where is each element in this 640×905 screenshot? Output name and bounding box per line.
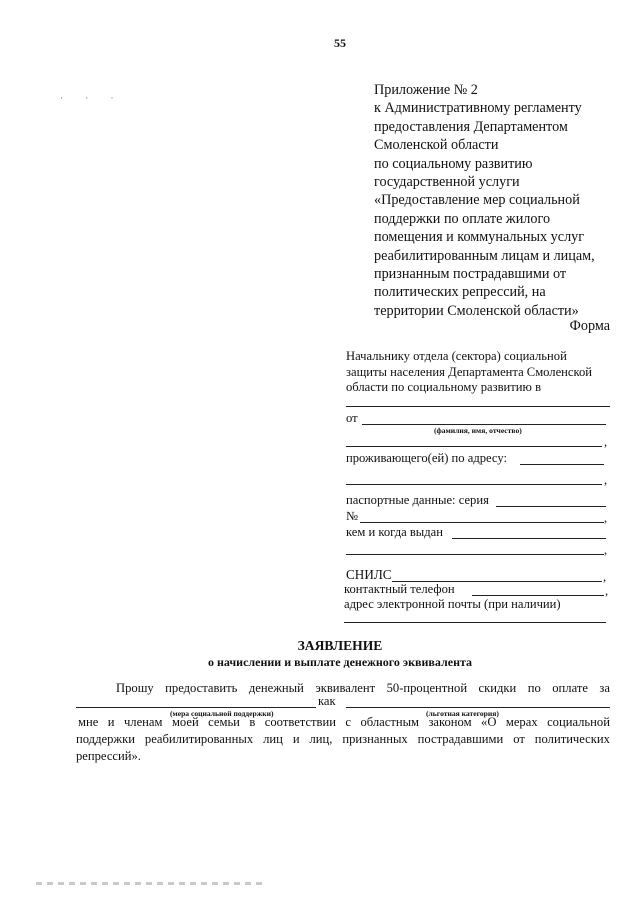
word: реабилитированных xyxy=(144,732,254,746)
word: за xyxy=(599,681,610,695)
appendix-line: по социальному развитию xyxy=(374,155,533,172)
as-word: как xyxy=(318,694,336,708)
statement-line-5: репрессий». xyxy=(76,749,141,763)
appendix-line: признанным пострадавшими от xyxy=(374,266,567,283)
form-label: Форма xyxy=(569,318,610,334)
addressee-line: защиты населения Департамента Смоленской xyxy=(346,364,593,379)
word: Прошу xyxy=(116,681,154,695)
word: областным xyxy=(360,715,419,729)
snils-label: СНИЛС xyxy=(346,567,392,582)
word: по xyxy=(527,681,541,695)
appendix-line: Приложение № 2 xyxy=(374,82,478,98)
support-measure-input-line[interactable] xyxy=(76,707,316,708)
word: мерах xyxy=(505,715,538,729)
department-input-line[interactable] xyxy=(346,406,610,407)
appendix-line: государственной услуги xyxy=(374,174,520,191)
appendix-line: помещения и коммунальных услуг xyxy=(374,229,585,246)
phone-label: контактный телефон xyxy=(344,582,455,596)
word: лиц xyxy=(263,732,283,746)
word: и xyxy=(107,715,115,729)
passport-number-input-line[interactable] xyxy=(360,522,604,523)
passport-label: паспортные данные: серия xyxy=(346,493,489,507)
statement-line-1 xyxy=(116,681,610,696)
word: денежный xyxy=(248,681,304,695)
support-measure-caption: (мера социальной поддержки) xyxy=(170,709,274,718)
comma: , xyxy=(603,570,607,584)
appendix-line: предоставления Департаментом xyxy=(374,118,568,135)
word: мне xyxy=(78,715,99,729)
scan-marks: · · · xyxy=(60,93,124,103)
addressee-block xyxy=(346,349,592,396)
address-input-line-2[interactable] xyxy=(346,484,602,485)
benefit-category-caption: (льготная категория) xyxy=(426,709,499,718)
word: семьи xyxy=(208,715,240,729)
from-label: от xyxy=(346,411,358,425)
word: «О xyxy=(481,715,497,729)
word: поддержки xyxy=(76,732,135,746)
statement-subtitle: о начислении и выплате денежного эквивалента xyxy=(207,655,473,669)
appendix-line: Смоленской области xyxy=(374,137,499,154)
word: лиц, xyxy=(309,732,333,746)
appendix-line: политических репрессий, на xyxy=(374,284,546,301)
word: от xyxy=(513,732,525,746)
email-label: адрес электронной почты (при наличии) xyxy=(344,597,561,611)
email-input-line[interactable] xyxy=(344,622,606,623)
word: скидки xyxy=(478,681,517,695)
word: членам xyxy=(123,715,163,729)
address-input-line[interactable] xyxy=(520,464,604,465)
statement-title: ЗАЯВЛЕНИЕ xyxy=(297,638,383,653)
appendix-line: к Административному регламенту xyxy=(374,100,582,117)
issued-by-label: кем и когда выдан xyxy=(346,525,444,539)
word: пострадавшими xyxy=(417,732,504,746)
issued-by-input-line[interactable] xyxy=(452,538,606,539)
word: законом xyxy=(428,715,472,729)
addressee-line: области по социальному развитию в xyxy=(346,380,542,395)
word: 50-процентной xyxy=(386,681,468,695)
residing-label: проживающего(ей) по адресу: xyxy=(346,451,507,465)
comma: , xyxy=(604,473,608,487)
word: оплате xyxy=(552,681,588,695)
appendix-line: реабилитированным лицам и лицам, xyxy=(374,247,595,264)
issued-by-input-line-2[interactable] xyxy=(346,554,604,555)
comma: , xyxy=(604,543,608,557)
statement-line-4 xyxy=(76,732,610,747)
appendix-line: поддержки по оплате жилого xyxy=(374,210,551,227)
word: признанных xyxy=(342,732,408,746)
word: социальной xyxy=(547,715,610,729)
benefit-category-input-line[interactable] xyxy=(346,707,610,708)
appendix-line: территории Смоленской области» xyxy=(374,302,579,319)
full-name-input-line[interactable] xyxy=(362,424,606,425)
comma: , xyxy=(604,511,608,525)
word: эквивалент xyxy=(315,681,376,695)
full-name-input-line-2[interactable] xyxy=(346,446,602,447)
word: политических xyxy=(534,732,610,746)
statement-line-3 xyxy=(78,715,610,730)
comma: , xyxy=(605,584,609,598)
appendix-header xyxy=(374,81,595,320)
word: в xyxy=(249,715,256,729)
word: соответствии xyxy=(264,715,336,729)
passport-series-input-line[interactable] xyxy=(496,506,606,507)
full-name-caption: (фамилия, имя, отчество) xyxy=(434,426,522,435)
word: предоставить xyxy=(165,681,238,695)
passport-number-label: № xyxy=(346,509,359,523)
appendix-line: «Предоставление мер социальной xyxy=(374,192,580,209)
word: и xyxy=(292,732,300,746)
word: с xyxy=(345,715,352,729)
phone-input-line[interactable] xyxy=(472,595,604,596)
word: моей xyxy=(171,715,199,729)
scan-artifact xyxy=(36,882,266,885)
addressee-line: Начальнику отдела (сектора) социальной xyxy=(346,349,567,363)
page-number: 55 xyxy=(334,36,346,50)
comma: , xyxy=(604,435,608,449)
